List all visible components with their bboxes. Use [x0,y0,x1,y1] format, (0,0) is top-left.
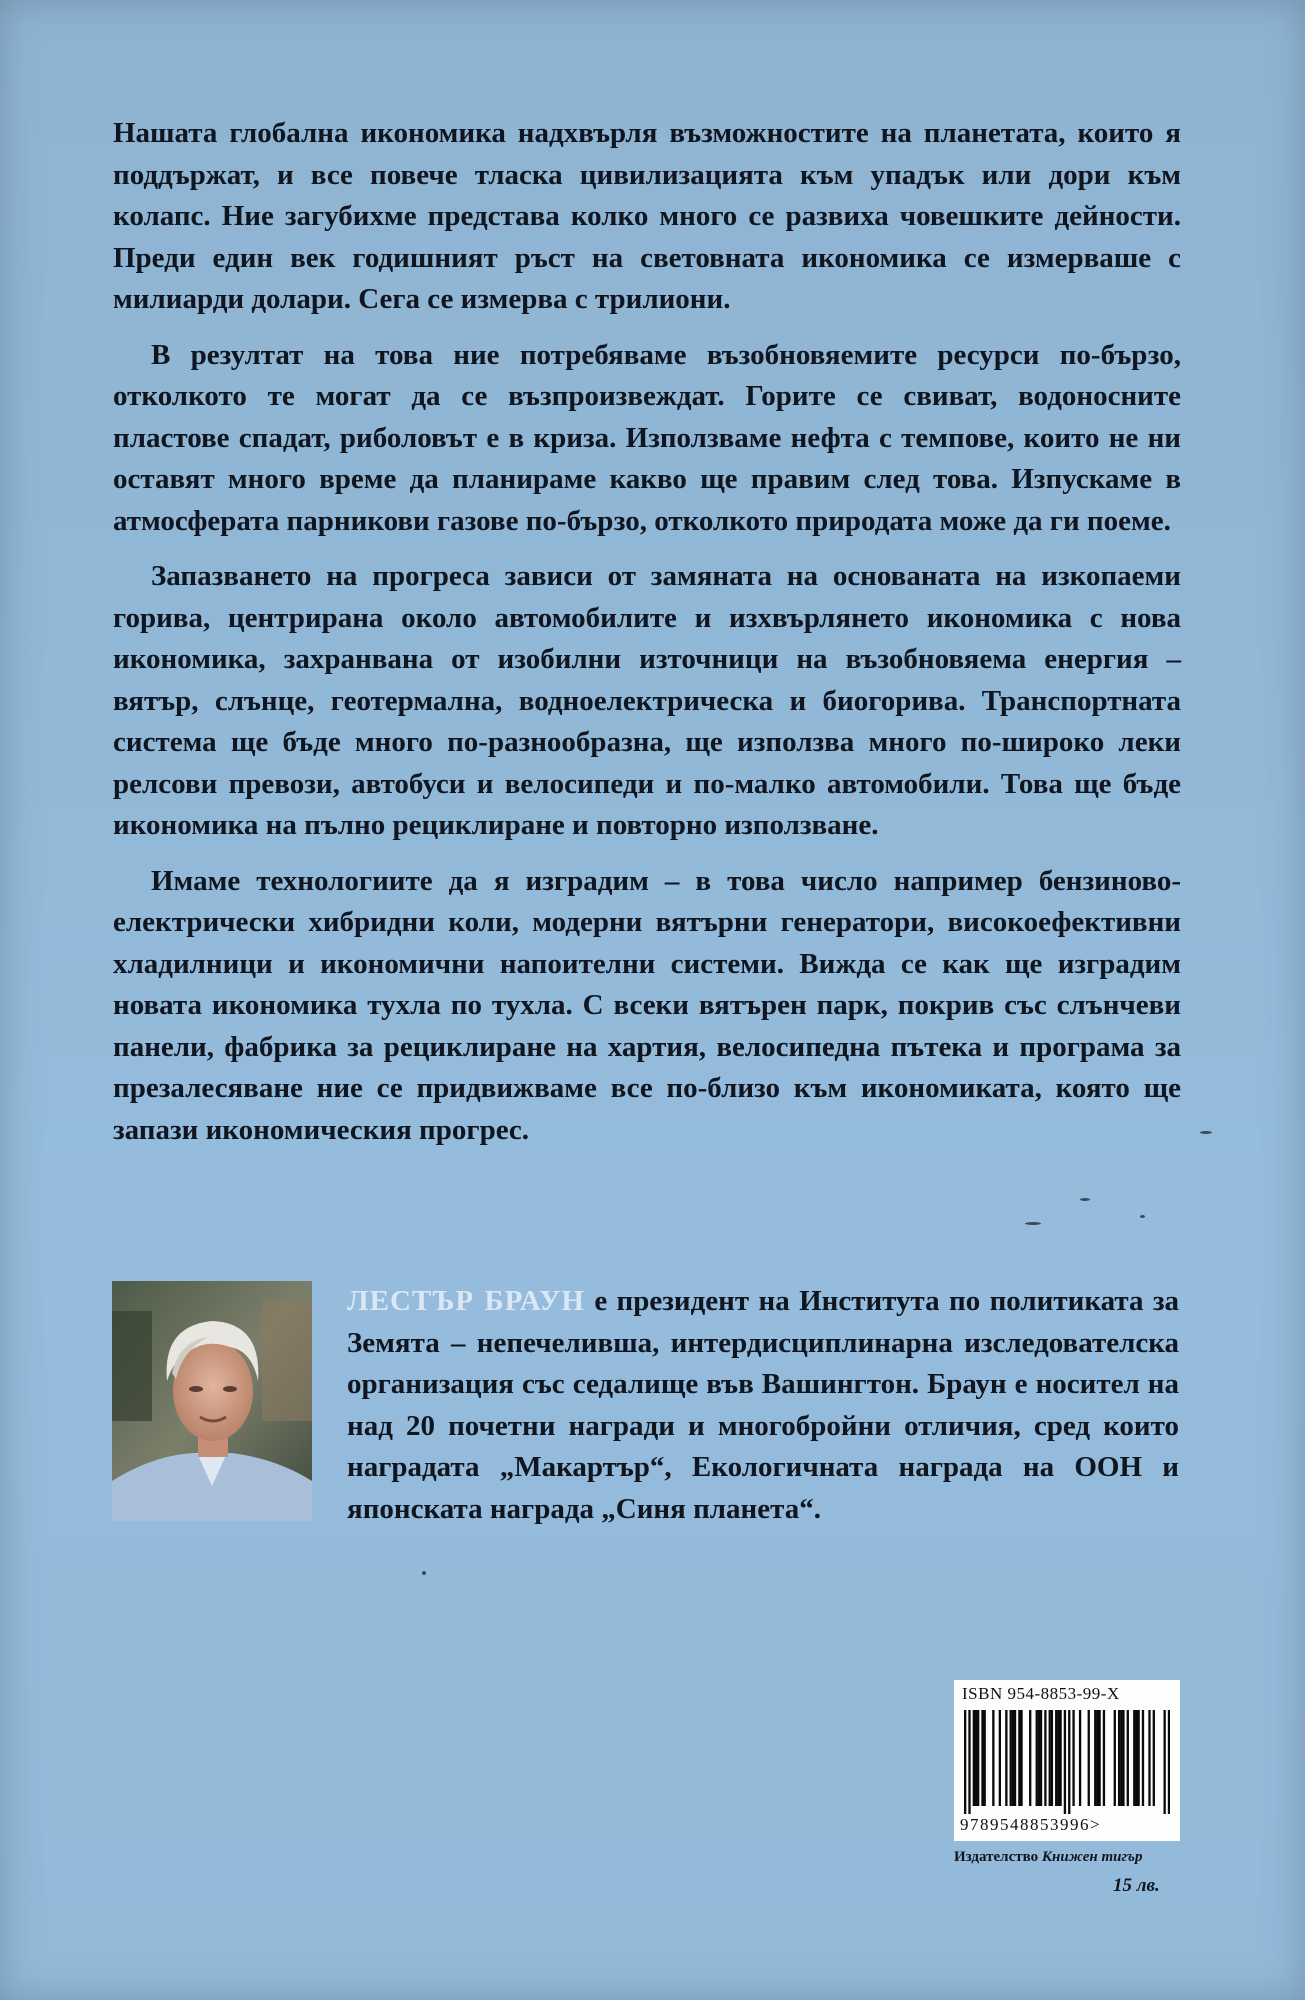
barcode-bar [1010,1710,1012,1806]
barcode-bar [1120,1710,1122,1806]
barcode-bar [1142,1710,1144,1806]
publisher-line [954,1849,1184,1866]
barcode-number: 9789548853996 [960,1815,1090,1834]
barcode-bar [1137,1710,1139,1806]
barcode-bar [1059,1710,1061,1806]
paper-speck [422,1571,426,1575]
barcode-bar [1029,1710,1031,1806]
barcode-bar [1064,1710,1066,1814]
barcode-bar [1163,1710,1165,1814]
barcode-bar [1096,1710,1098,1806]
barcode-bar [1088,1710,1090,1806]
barcode-bar [1153,1710,1155,1806]
barcode-bar [999,1710,1001,1806]
barcode-bar [1012,1710,1014,1806]
barcode-bar [1051,1710,1053,1806]
paper-speck [1025,1222,1041,1225]
barcode-bar [1020,1710,1022,1806]
barcode-bar [1135,1710,1137,1806]
barcode-bar [1036,1710,1038,1806]
barcode-bar [1038,1710,1040,1806]
barcode-bar [992,1710,994,1806]
author-name: ЛЕСТЪР БРАУН [347,1285,585,1317]
barcode-bar [1114,1710,1116,1806]
barcode-bar [1068,1710,1070,1814]
barcode-bar [1018,1710,1020,1806]
barcode-quiet-zone-marker: > [1090,1815,1102,1834]
barcode-bar [964,1710,966,1814]
barcode-bar [984,1710,986,1806]
barcode-bar [1148,1710,1150,1806]
barcode-bar [1057,1710,1059,1806]
barcode-bar [1122,1710,1124,1806]
publisher-name: Книжен тигър [1041,1849,1143,1865]
barcode-bar [1127,1710,1129,1806]
author-photo [112,1281,312,1521]
author-portrait-image [112,1281,312,1521]
barcode-bar [981,1710,983,1806]
barcode-bar [977,1710,979,1806]
blurb-paragraph-2: В резултат на това ние потребяваме възобновяемите ресурси по-бързо, отколкото те могат да се възпроизвеждат. Горите се свиват, водоносните пластове спадат, риболовът е в криза. Използваме нефта с темпове, които не ни оставят много време да планираме какво ще правим след това. Изпускаме в атмосферата парникови газове по-бързо, отколкото природата може да ги поеме. [113,338,1181,537]
author-bio-text: е президент на Института по политиката за Земята – непечеливша, интердисциплинарна изследователска организация със седалище във Вашингтон. Браун е носител на над 20 почетни награди и многобройни отличия, сред които наградата „Макартър“, Екологичната награда на ООН и японската награда „Синя планета“. [347,1285,1179,1525]
barcode-bar [1168,1710,1170,1814]
barcode-bar [1098,1710,1100,1806]
barcode-bar [1005,1710,1007,1806]
barcode-digits [960,1815,1101,1835]
barcode-bar [973,1710,975,1806]
barcode-bar [1103,1710,1105,1806]
barcode-bar [1014,1710,1016,1806]
barcode-bar [1072,1710,1074,1806]
barcode-graphic [964,1710,1170,1814]
barcode-bar [1133,1710,1135,1806]
back-cover-blurb [113,113,1181,1165]
barcode-bar [1044,1710,1046,1806]
barcode-bar [1118,1710,1120,1806]
paper-speck [1080,1198,1090,1201]
barcode-bar [1094,1710,1096,1806]
author-bio [347,1281,1179,1530]
barcode-bar [1049,1710,1051,1806]
barcode-bar [1040,1710,1042,1806]
isbn-barcode-label [954,1680,1180,1841]
blurb-paragraph-3: Запазването на прогреса зависи от замяната на основаната на изкопаеми горива, центрирана около автомобилите и изхвърлянето икономика с нова икономика, захранвана от изобилни източници на възобновяема енергия – вятър, слънце, геотермална, водноелектрическа и биогорива. Транспортната система ще бъде много по-разнообразна, ще използва много по-широко леки релсови превози, автобуси и велосипеди и по-малко автомобили. Това ще бъде икономика на пълно рециклиране и повторно използване. [113,560,1181,841]
barcode-bar [1055,1710,1057,1806]
blurb-paragraph-4: Имаме технологиите да я изградим – в това число например бензиново-електрически хибридни коли, модерни вятърни генератори, високоефективни хладилници и икономични напоителни системи. Вижда се как ще изградим новата икономика тухла по тухла. С всеки вятърен парк, покрив със слънчеви панели, фабрика за рециклиране на хартия, велосипедна пътека и програма за презалесяване ние се придвижваме все по-близо към икономиката, която ще запази икономическия прогрес. [113,864,1181,1146]
barcode-bar [1079,1710,1081,1806]
blurb-paragraph-1: Нашата глобална икономика надхвърля възможностите на планетата, които я поддържат, и все повече тласка цивилизацията към упадък или дори към колапс. Ние загубихме представа колко много се развиха човешките дейности. Преди един век годишният ръст на световната икономика се измерваше с милиарди долари. Сега се измерва с трилиони. [113,117,1181,315]
barcode-bar [975,1710,977,1806]
paper-speck [1140,1215,1145,1218]
barcode-bar [968,1710,970,1814]
publisher-prefix: Издателство [954,1849,1039,1865]
paper-speck [1200,1131,1212,1134]
price-label: 15 лв. [1113,1875,1160,1896]
isbn-number: ISBN 954-8853-99-X [962,1684,1120,1703]
